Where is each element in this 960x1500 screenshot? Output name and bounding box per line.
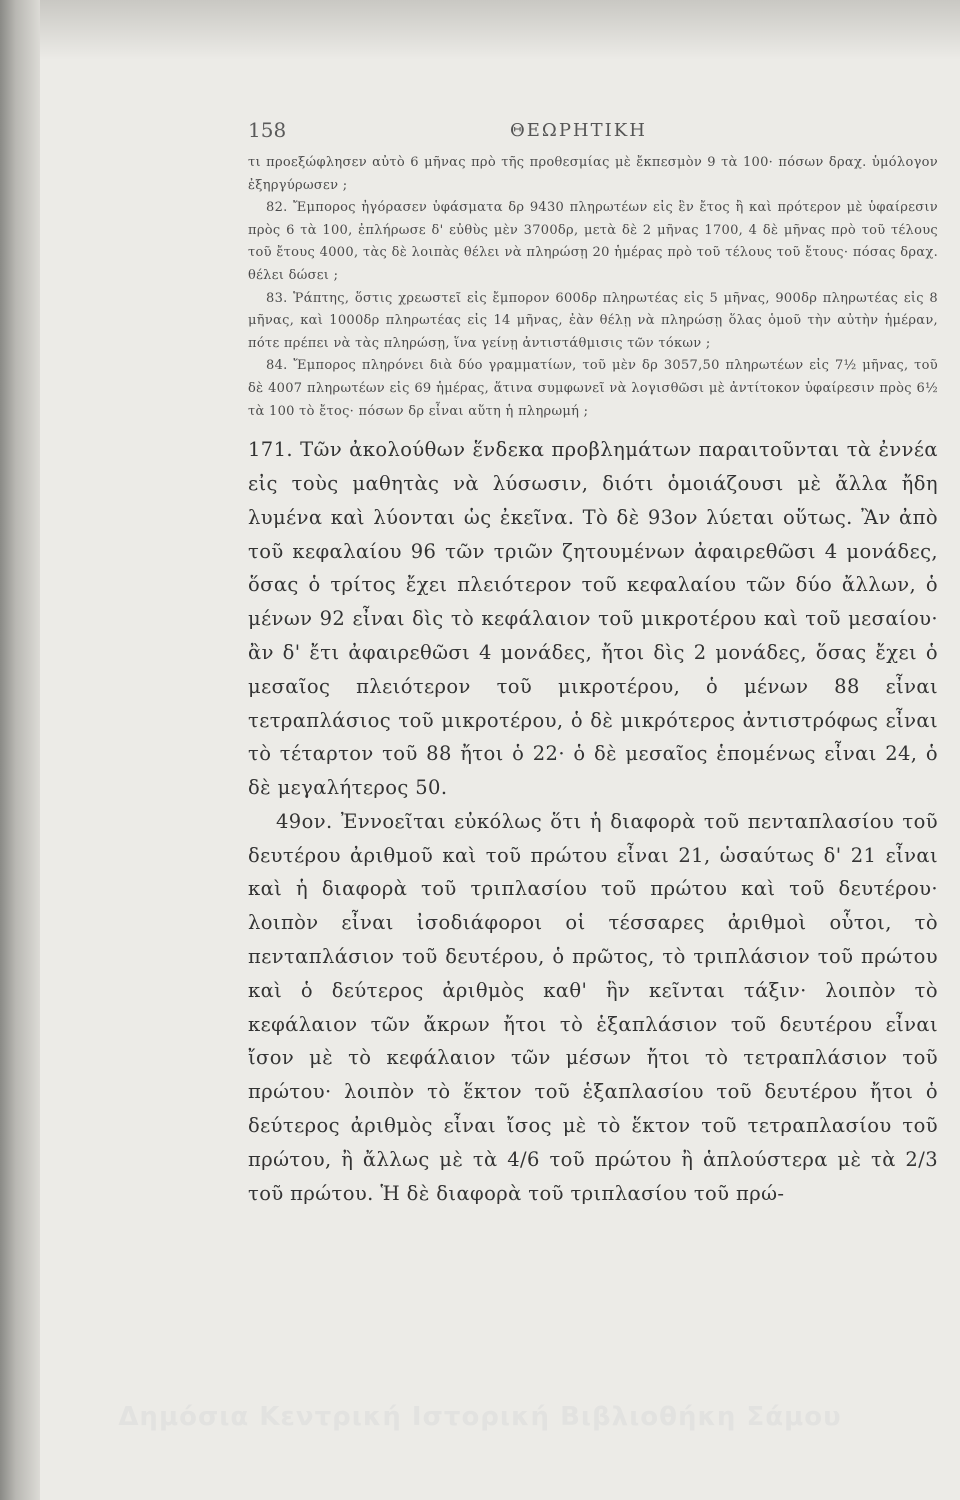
exercise-problems — [248, 152, 938, 423]
library-watermark: Δημόσια Κεντρική Ιστορική Βιβλιοθήκη Σάμου — [118, 1402, 842, 1432]
page-header — [248, 118, 938, 152]
book-page — [248, 118, 938, 1210]
page-number: 158 — [248, 118, 287, 142]
solution-paragraph: 49ον. Ἐννοεῖται εὐκόλως ὅτι ἡ διαφορὰ τοῦ πενταπλασίου τοῦ δευτέρου ἀριθμοῦ καὶ τοῦ πρώτου εἶναι 21, ὡσαύτως δ' 21 εἶναι καὶ ἡ διαφορὰ τοῦ τριπλασίου τοῦ πρώτου καὶ τοῦ δευτέρου· λοιπὸν εἶναι ἰσοδιάφοροι οἱ τέσσαρες ἀριθμοὶ οὗτοι, τὸ πενταπλάσιον τοῦ δευτέρου, ὁ πρῶτος, τὸ τριπλάσιον τοῦ πρώτου καὶ ὁ δεύτερος ἀριθμὸς καθ' ἣν κεῖνται τάξιν· λοιπὸν τὸ κεφάλαιον τῶν ἄκρων ἤτοι τὸ ἑξαπλάσιον τοῦ δευτέρου εἶναι ἴσον μὲ τὸ κεφάλαιον τῶν μέσων ἤτοι τὸ τετραπλάσιον τοῦ πρώτου· λοιπὸν τὸ ἕκτον τοῦ ἑξαπλασίου τοῦ δευτέρου ἤτοι ὁ δεύτερος ἀριθμὸς εἶναι ἴσος μὲ τὸ ἕκτον τοῦ τετραπλασίου τοῦ πρώτου, ἢ ἄλλως μὲ τὰ 4/6 τοῦ πρώτου ἢ ἁπλούστερα μὲ τὰ 2/3 τοῦ πρώτου. Ἡ δὲ διαφορὰ τοῦ τριπλασίου τοῦ πρώ- — [248, 809, 938, 1205]
book-binding-edge — [0, 0, 40, 1500]
scan-top-shadow — [0, 0, 960, 60]
problem-text: 84. Ἔμπορος πληρόνει διὰ δύο γραμματίων, τοῦ μὲν δρ 3057,50 πληρωτέων εἰς 7½ μῆνας, τοῦ δὲ 4007 πληρωτέων εἰς 69 ἡμέρας, ἅτινα συμφωνεῖ νὰ λογισθῶσι μὲ ἀντίτοκον ὑφαίρεσιν πρὸς 6½ τὰ 100 τὸ ἔτος· πόσων δρ εἶναι αὕτη ἡ πληρωμή ; — [248, 358, 938, 419]
problem-text: 82. Ἔμπορος ἠγόρασεν ὑφάσματα δρ 9430 πληρωτέων εἰς ἓν ἔτος ἢ καὶ πρότερον μὲ ὑφαίρεσιν πρὸς 6 τὰ 100, ἐπλήρωσε δ' εὐθὺς μὲν 3700δρ, μετὰ δὲ 2 μῆνας 1700, 4 δὲ μῆνας πρὸ τοῦ τέλους τοῦ ἔτους 4000, τὰς δὲ λοιπὰς θέλει νὰ πληρώσῃ 20 ἡμέρας πρὸ τοῦ τέλους τοῦ ἔτους· πόσας δραχ. θέλει δώσει ; — [248, 200, 938, 283]
running-head: ΘΕΩΡΗΤΙΚΗ — [510, 120, 647, 141]
solution-text — [248, 433, 938, 1210]
problem-text: τι προεξώφλησεν αὐτὸ 6 μῆνας πρὸ τῆς προθεσμίας μὲ ἔκπεσμὸν 9 τὰ 100· πόσων δραχ. ὑμόλογον ἐξηργύρωσεν ; — [248, 155, 938, 193]
problem-text: 83. Ῥάπτης, ὅστις χρεωστεῖ εἰς ἔμπορον 600δρ πληρωτέας εἰς 5 μῆνας, 900δρ πληρωτέας εἰς 8 μῆνας, καὶ 1000δρ πληρωτέας εἰς 14 μῆνας, ἐὰν θέλῃ νὰ πληρώσῃ ὅλας ὁμοῦ τὴν αὐτὴν ἡμέραν, πότε πρέπει νὰ τὰς πληρώσῃ, ἵνα γείνῃ ἀντιστάθμισις τῶν τόκων ; — [248, 290, 938, 351]
solution-paragraph: 171. Τῶν ἀκολούθων ἕνδεκα προβλημάτων παραιτοῦνται τὰ ἐννέα εἰς τοὺς μαθητὰς νὰ λύσωσιν, διότι ὁμοιάζουσι μὲ ἄλλα ἤδη λυμένα καὶ λύονται ὡς ἐκεῖνα. Τὸ δὲ 93ον λύεται οὕτως. Ἂν ἀπὸ τοῦ κεφαλαίου 96 τῶν τριῶν ζητουμένων ἀφαιρεθῶσι 4 μονάδες, ὅσας ὁ τρίτος ἔχει πλειότερον τοῦ κεφαλαίου τῶν δύο ἄλλων, ὁ μένων 92 εἶναι δὶς τὸ κεφάλαιον τοῦ μικροτέρου καὶ τοῦ μεσαίου· ἂν δ' ἔτι ἀφαιρεθῶσι 4 μονάδες, ἤτοι δὶς 2 μονάδες, ὅσας ἔχει ὁ μεσαῖος πλειότερον τοῦ μικροτέρου, ὁ μένων 88 εἶναι τετραπλάσιος τοῦ μικροτέρου, ὁ δὲ μικρότερος ἀντιστρόφως εἶναι τὸ τέταρτον τοῦ 88 ἤτοι ὁ 22· ὁ δὲ μεσαῖος ἑπομένως εἶναι 24, ὁ δὲ μεγαλήτερος 50. — [248, 438, 938, 800]
